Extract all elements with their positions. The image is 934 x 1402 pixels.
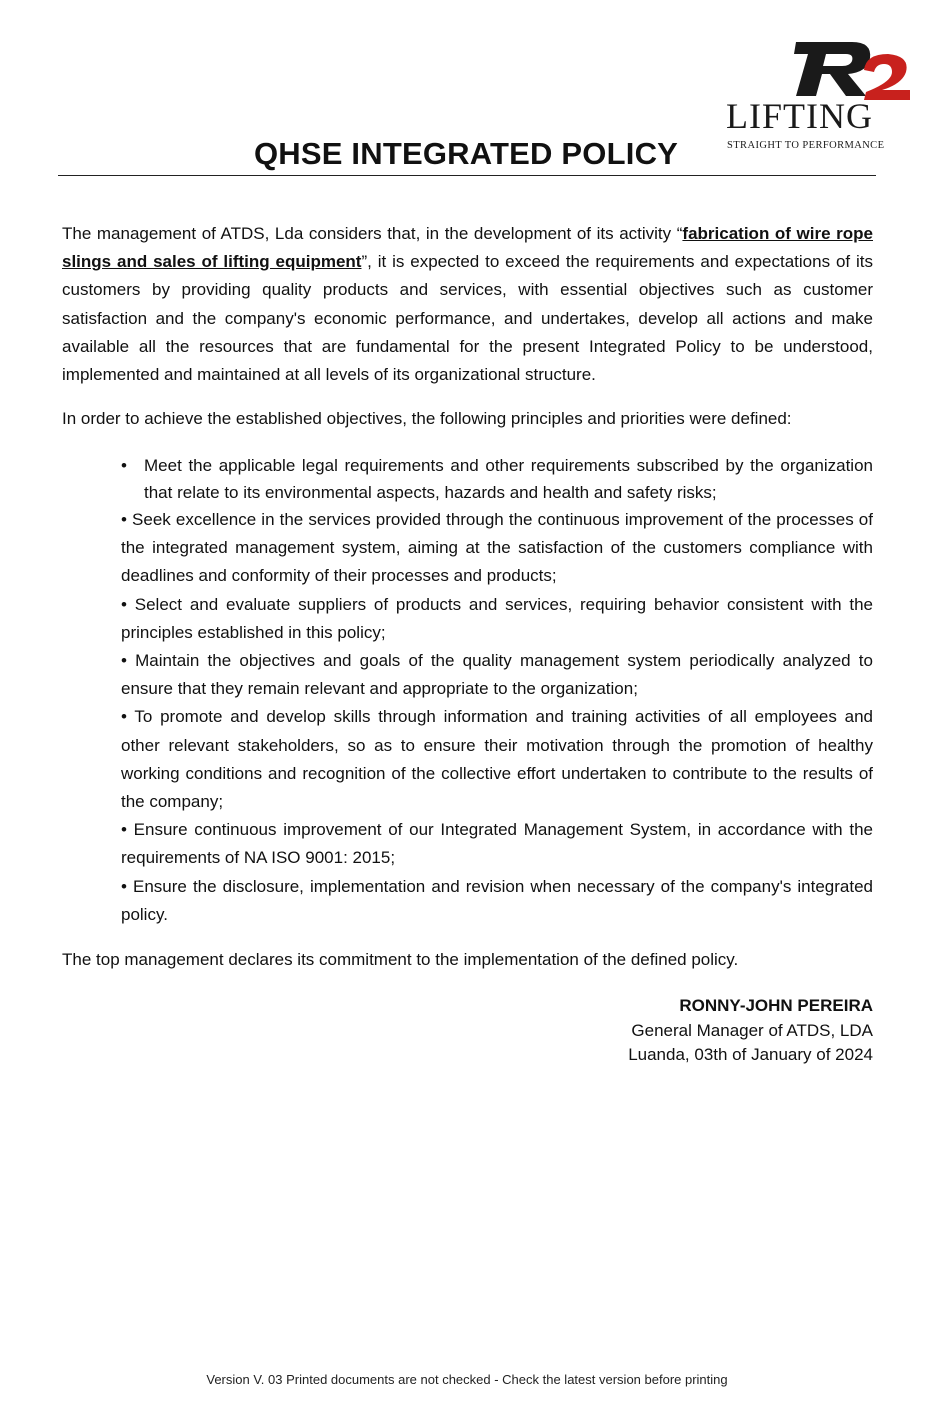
commitment-statement: The top management declares its commitment to the implementation of the defined policy. — [62, 950, 739, 969]
logo-tagline: STRAIGHT TO PERFORMANCE — [727, 140, 885, 151]
intro-paragraph — [62, 220, 873, 389]
principle-text: Meet the applicable legal requirements and other requirements subscribed by the organization that relate to its environmental aspects, hazards and health and safety risks; — [144, 456, 873, 502]
list-item: • Ensure continuous improvement of our Integrated Management System, in accordance with the requirements of NA ISO 9001: 2015; — [121, 820, 873, 868]
principles-list — [121, 452, 873, 929]
r2-logo-mark — [792, 34, 934, 104]
place-date: Luanda, 03th of January of 2024 — [628, 1045, 873, 1064]
list-item: • Ensure the disclosure, implementation and revision when necessary of the company's integrated policy. — [121, 876, 873, 924]
list-item: • Seek excellence in the services provided through the continuous improvement of the processes of the integrated management system, aiming at the satisfaction of the customers compliance with deadlines and conformity of their processes and products; — [121, 510, 873, 586]
intro-text-start: The management of ATDS, Lda considers that, in the development of its activity “ — [62, 224, 683, 243]
page-title: QHSE INTEGRATED POLICY — [253, 136, 679, 171]
footer-note: Version V. 03 Printed documents are not checked - Check the latest version before printing — [206, 1372, 728, 1387]
logo-wordmark: LIFTING — [726, 96, 873, 136]
list-item: • To promote and develop skills through information and training activities of all employees and other relevant stakeholders, so as to ensure their motivation through the promotion of healthy working conditions and recognition of the collective effort undertaken to contribute to the results of the company; — [121, 707, 873, 812]
bullet-icon: • — [121, 456, 127, 475]
title-divider — [58, 175, 876, 176]
intro-text-end: ”, it is expected to exceed the requirements and expectations of its customers by providing quality products and services, with essential objectives such as customer satisfaction and the company's economic performance, and undertakes, develop all actions and make available all the resources that are fundamental for the present Integrated Policy to be understood, implemented and maintained at all levels of its organizational structure. — [62, 252, 873, 385]
principles-lead-in: In order to achieve the established objectives, the following principles and priorities were defined: — [62, 409, 792, 428]
signatory-name: RONNY-JOHN PEREIRA — [679, 996, 873, 1015]
signatory-role: General Manager of ATDS, LDA — [631, 1020, 873, 1040]
activity-highlight: fabrication of wire rope slings and sales of lifting equipment — [62, 224, 873, 272]
list-item: • Select and evaluate suppliers of products and services, requiring behavior consistent with the principles established in this policy; — [121, 594, 873, 642]
list-item: • Maintain the objectives and goals of the quality management system periodically analyzed to ensure that they remain relevant and appropriate to the organization; — [121, 651, 873, 699]
list-item — [121, 452, 873, 506]
signature-block — [480, 994, 873, 1068]
